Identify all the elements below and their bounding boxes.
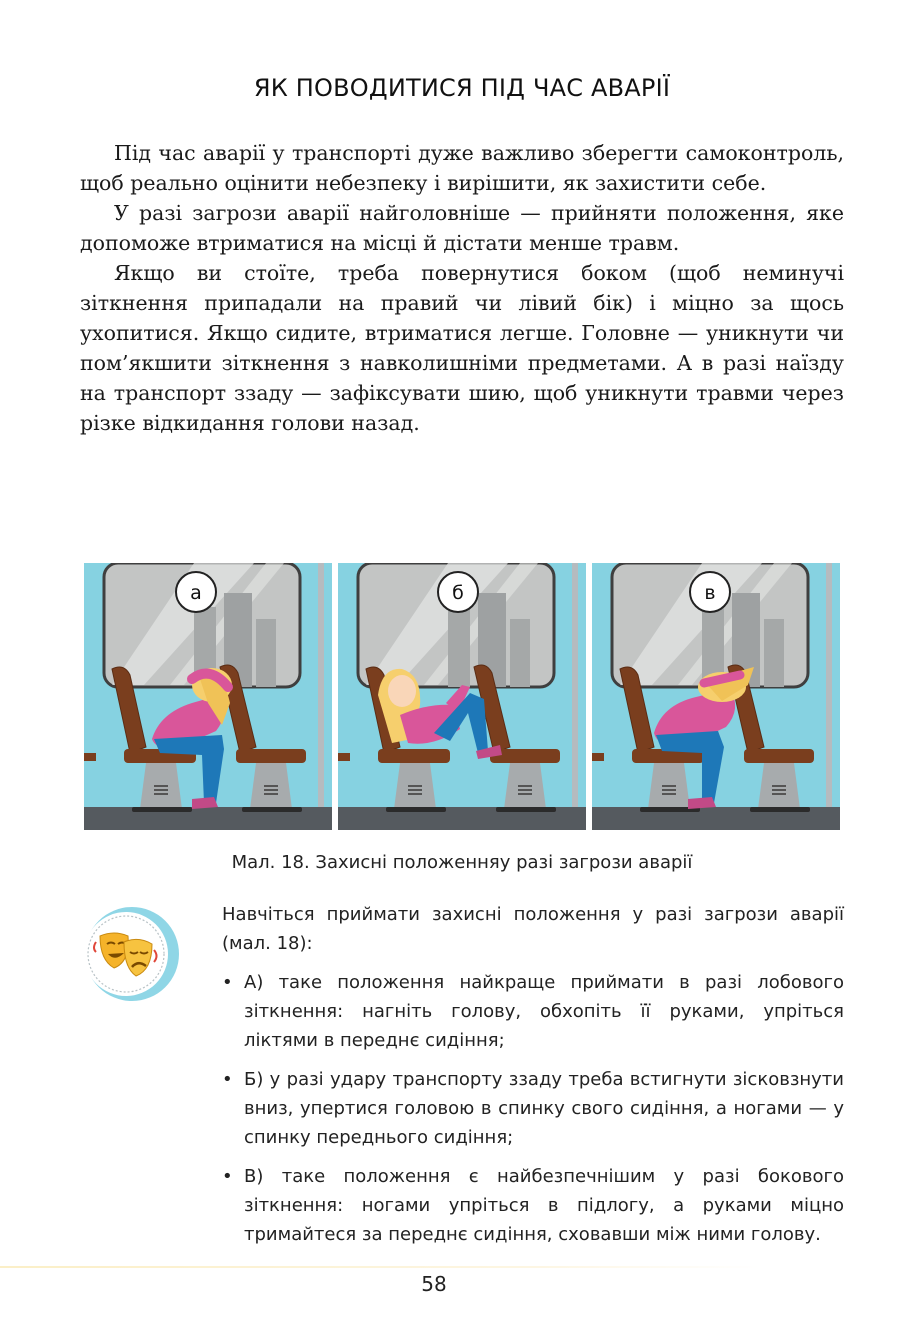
list-item: • А) таке положення найкраще приймати в разі лобового зіткнення: нагніть голову, обхопіть її руками, упріться ліктями в переднє сидіння; — [222, 972, 844, 1051]
panel-a-illustration — [84, 563, 332, 830]
svg-text:в: в — [704, 582, 716, 604]
task-list — [222, 968, 844, 1249]
paragraph-1: Під час аварії у транспорті дуже важливо зберегти самоконтроль, щоб реально оцінити небезпеку і вирішити, як захистити себе. — [80, 141, 844, 195]
panel-label-b — [438, 572, 478, 612]
main-text — [80, 138, 844, 438]
page-title: ЯК ПОВОДИТИСЯ ПІД ЧАС АВАРІЇ — [253, 74, 671, 102]
list-item: • Б) у разі удару транспорту ззаду треба встигнути зісковзнути вниз, упертися головою в спинку свого сидіння, а ногами — у спинку переднього сидіння; — [222, 1069, 844, 1148]
panel-c-illustration — [592, 563, 840, 830]
svg-text:б: б — [452, 582, 464, 604]
task-block — [222, 900, 844, 1259]
paragraph-3: Якщо ви стоїте, треба повернутися боком (щоб неминучі зіткнення припадали на правий чи лівий бік) і міцно за щось ухопитися. Якщо сидите, втриматися легше. Головне — уникнути чи пом’якшити зіткнення з навколишніми предметами. А в разі наїзду на транспорт ззаду — зафіксувати шию, щоб уникнути травми через різке відкидання голови назад. — [80, 261, 844, 435]
list-item: • В) таке положення є найбезпечнішим у разі бокового зіткнення: ногами упріться в підлогу, а руками міцно тримайтеся за переднє сидіння, сховавши між ними голову. — [222, 1166, 844, 1245]
panel-label-c — [690, 572, 730, 612]
theatre-masks-icon — [82, 906, 182, 1002]
task-intro: Навчіться приймати захисні положення у разі загрози аварії (мал. 18): — [222, 904, 844, 954]
page-number: 58 — [421, 1272, 447, 1296]
illustration-figure — [84, 563, 840, 831]
figure-caption: Мал. 18. Захисні положенняу разі загрози аварії — [231, 852, 693, 873]
footer-divider — [0, 1266, 760, 1268]
paragraph-2: У разі загрози аварії найголовніше — прийняти положення, яке допоможе втриматися на місці й дістати менше травм. — [80, 201, 844, 255]
panel-b-illustration — [338, 563, 586, 830]
svg-text:а: а — [190, 582, 202, 604]
panel-label-a — [176, 572, 216, 612]
